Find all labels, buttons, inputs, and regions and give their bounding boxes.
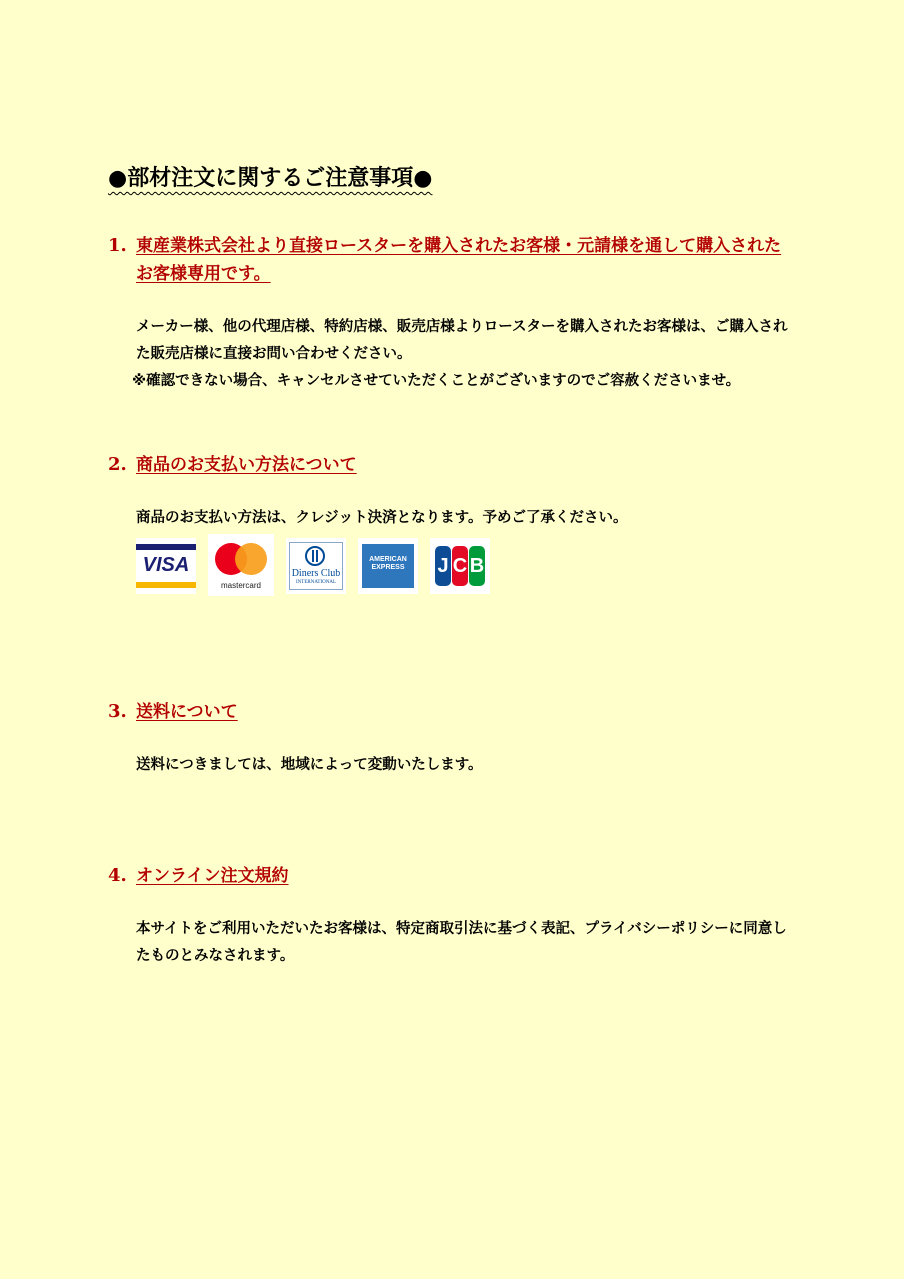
section-3-heading [108, 698, 808, 726]
jcb-logo [430, 538, 490, 594]
jcb-logo-b: B [469, 546, 485, 586]
section-3 [108, 698, 808, 779]
visa-logo [136, 538, 196, 594]
visa-logo-text: VISA [142, 554, 190, 576]
section-1 [108, 232, 808, 395]
section-4-body: 本サイトをご利用いただいたお客様は、特定商取引法に基づく表記、プライバシーポリシーに同意したものとみなされます。 [136, 921, 787, 964]
section-1-title: 東産業株式会社より直接ロースターを購入されたお客様・元請様を通して購入されたお客様専用です。 [136, 236, 782, 284]
section-2-title: 商品のお支払い方法について [136, 455, 357, 475]
mastercard-logo [208, 534, 274, 596]
section-1-note: ※確認できない場合、キャンセルさせていただくことがございますのでご容赦くださいませ。 [132, 373, 741, 389]
section-2-number: 2. [108, 454, 127, 475]
amex-logo-text: AMERICAN EXPRESS [369, 556, 407, 571]
section-1-body: メーカー様、他の代理店様、特約店様、販売店様よりロースターを購入されたお客様は、ご購入された販売店様に直接お問い合わせください。 [136, 319, 788, 362]
section-3-body: 送料につきましては、地域によって変動いたします。 [136, 757, 483, 773]
section-4 [108, 862, 808, 970]
diners-logo-text: Diners Club [291, 568, 341, 579]
diners-club-logo [286, 538, 346, 594]
page-title: ●部材注文に関するご注意事項● [108, 166, 433, 191]
section-1-number: 1. [108, 235, 127, 256]
section-1-heading [108, 232, 808, 288]
section-3-title: 送料について [136, 702, 238, 722]
mastercard-logo-text: mastercard [220, 581, 261, 590]
section-2-body: 商品のお支払い方法は、クレジット決済となります。予めご了承ください。 [136, 510, 628, 526]
section-2-heading [108, 451, 808, 479]
diners-logo-subtext: INTERNATIONAL [296, 580, 336, 585]
payment-card-logos [136, 538, 808, 596]
section-4-title: オンライン注文規約 [136, 866, 289, 886]
jcb-logo-c: C [452, 546, 468, 586]
section-4-number: 4. [108, 865, 127, 886]
section-4-heading [108, 862, 808, 890]
section-2 [108, 451, 808, 596]
section-3-number: 3. [108, 701, 127, 722]
amex-logo [358, 538, 418, 594]
jcb-logo-j: J [435, 546, 451, 586]
